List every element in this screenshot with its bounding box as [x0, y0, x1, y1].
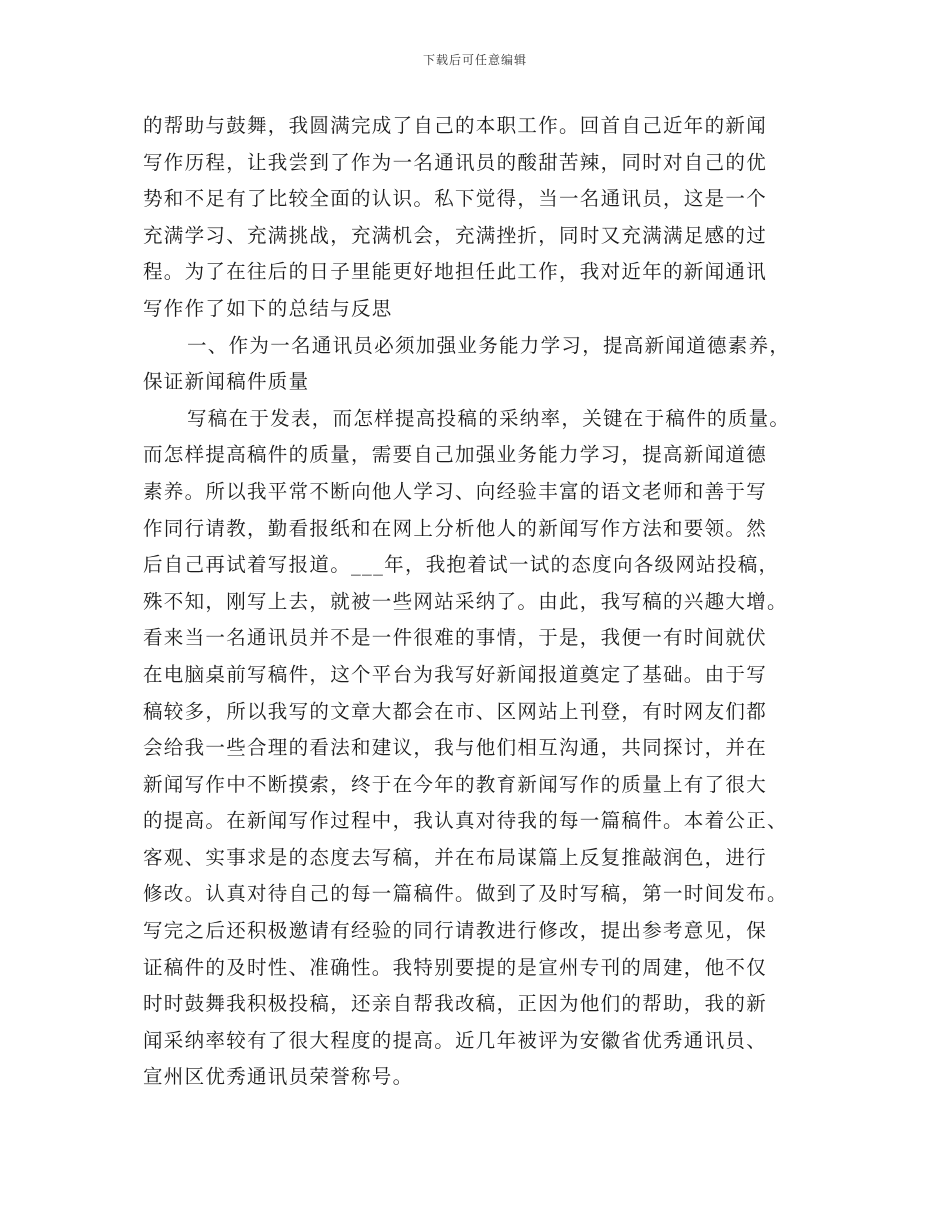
text-line: 素养。所以我平常不断向他人学习、向经验丰富的语文老师和善于写	[143, 479, 768, 503]
text-line: 写完之后还积极邀请有经验的同行请教进行修改，提出参考意见，保	[143, 919, 768, 943]
text-line: 写作历程，让我尝到了作为一名通讯员的酸甜苦辣，同时对自己的优	[143, 150, 768, 174]
section-heading-continued: 保证新闻稿件质量	[143, 370, 310, 394]
text-line: 充满学习、充满挑战，充满机会，充满挫折，同时又充满满足感的过	[143, 223, 768, 247]
text-line: 在电脑桌前写稿件，这个平台为我写好新闻报道奠定了基础。由于写	[143, 662, 768, 686]
text-line: 的提高。在新闻写作过程中，我认真对待我的每一篇稿件。本着公正、	[143, 809, 788, 833]
text-line: 新闻写作中不断摸索，终于在今年的教育新闻写作的质量上有了很大	[143, 772, 768, 796]
text-line: 而怎样提高稿件的质量，需要自己加强业务能力学习，提高新闻道德	[143, 443, 768, 467]
text-line: 闻采纳率较有了很大程度的提高。近几年被评为安徽省优秀通讯员、	[143, 1028, 768, 1052]
section-heading: 一、作为一名通讯员必须加强业务能力学习，提高新闻道德素养，	[187, 333, 791, 357]
text-line: 时时鼓舞我积极投稿，还亲自帮我改稿，正因为他们的帮助，我的新	[143, 992, 768, 1016]
text-line: 势和不足有了比较全面的认识。私下觉得，当一名通讯员，这是一个	[143, 187, 768, 211]
text-line: 作同行请教，勤看报纸和在网上分析他人的新闻写作方法和要领。然	[143, 516, 768, 540]
text-line: 程。为了在往后的日子里能更好地担任此工作，我对近年的新闻通讯	[143, 260, 768, 284]
text-line: 写作作了如下的总结与反思	[143, 296, 393, 320]
text-line: 后自己再试着写报道。___年，我抱着试一试的态度向各级网站投稿，	[143, 553, 780, 577]
paragraph-start: 写稿在于发表，而怎样提高投稿的采纳率，关键在于稿件的质量。	[187, 406, 791, 430]
text-line: 证稿件的及时性、准确性。我特别要提的是宣州专刊的周建，他不仅	[143, 955, 768, 979]
text-line: 看来当一名通讯员并不是一件很难的事情，于是，我便一有时间就伏	[143, 626, 768, 650]
text-line: 修改。认真对待自己的每一篇稿件。做到了及时写稿，第一时间发布。	[143, 882, 788, 906]
text-line: 宣州区优秀通讯员荣誉称号。	[143, 1065, 414, 1089]
text-line: 稿较多，所以我写的文章大都会在市、区网站上刊登，有时网友们都	[143, 699, 768, 723]
page-header: 下载后可任意编辑	[422, 53, 527, 67]
text-line: 的帮助与鼓舞，我圆满完成了自己的本职工作。回首自己近年的新闻	[143, 114, 768, 137]
text-line: 会给我一些合理的看法和建议，我与他们相互沟通，共同探讨，并在	[143, 736, 768, 760]
text-line: 客观、实事求是的态度去写稿，并在布局谋篇上反复推敲润色，进行	[143, 845, 768, 869]
document-body	[143, 108, 813, 1096]
text-line: 殊不知，刚写上去，就被一些网站采纳了。由此，我写稿的兴趣大增。	[143, 589, 788, 613]
